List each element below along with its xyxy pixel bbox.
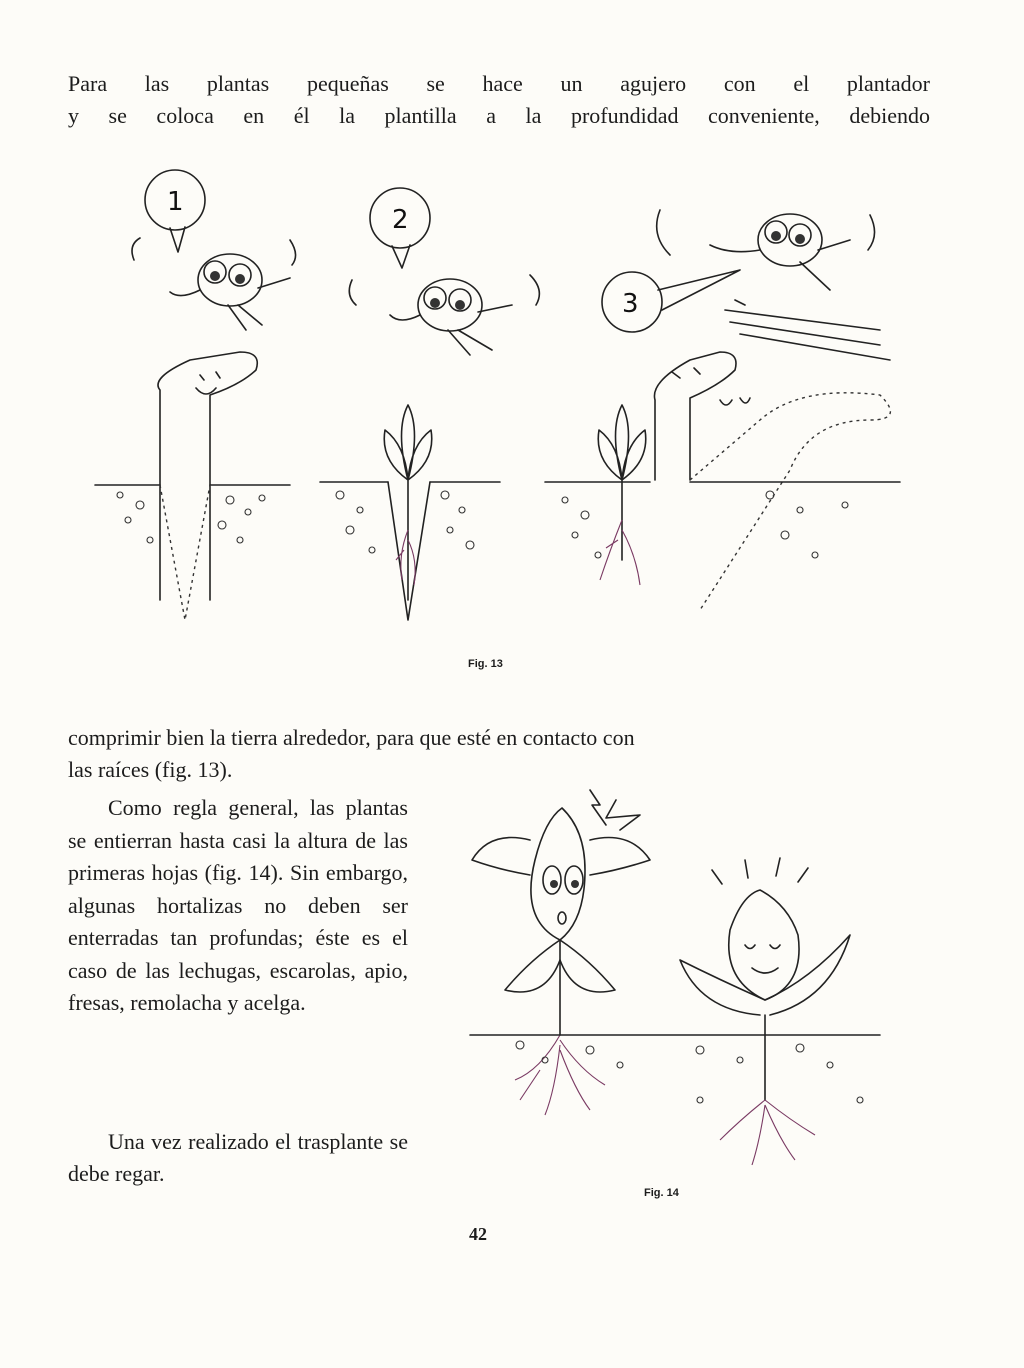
step-1-number: 1 [167, 187, 184, 217]
figure-13-caption: Fig. 13 [468, 658, 503, 670]
figure-14-correct-plant [680, 858, 850, 1165]
paragraph-watering: Una vez realizado el trasplante se debe regar. [68, 1129, 408, 1186]
figure-14-caption: Fig. 14 [644, 1187, 679, 1199]
text-line: Para las plantas pequeñas se hace un agujero con el plantador [68, 71, 930, 96]
step-2-number: 2 [392, 205, 409, 235]
step-3-number: 3 [622, 289, 639, 319]
text-line: comprimir bien la tierra alrededor, para que esté en contacto con [68, 725, 635, 750]
page-number: 42 [469, 1224, 487, 1244]
text-line: y se coloca en él la plantilla a la profundidad conveniente, debiendo [68, 103, 930, 128]
text-line: las raíces (fig. 13). [68, 757, 233, 782]
paragraph-depth-rule: Como regla general, las plantas se entierran hasta casi la altura de las primeras hojas (fig. 14). Sin embargo, algunas hortalizas no deben ser enterradas tan profundas; éste es el caso de las lechugas, escarolas, apio, fresas, remolacha y acelga. [68, 795, 408, 1015]
